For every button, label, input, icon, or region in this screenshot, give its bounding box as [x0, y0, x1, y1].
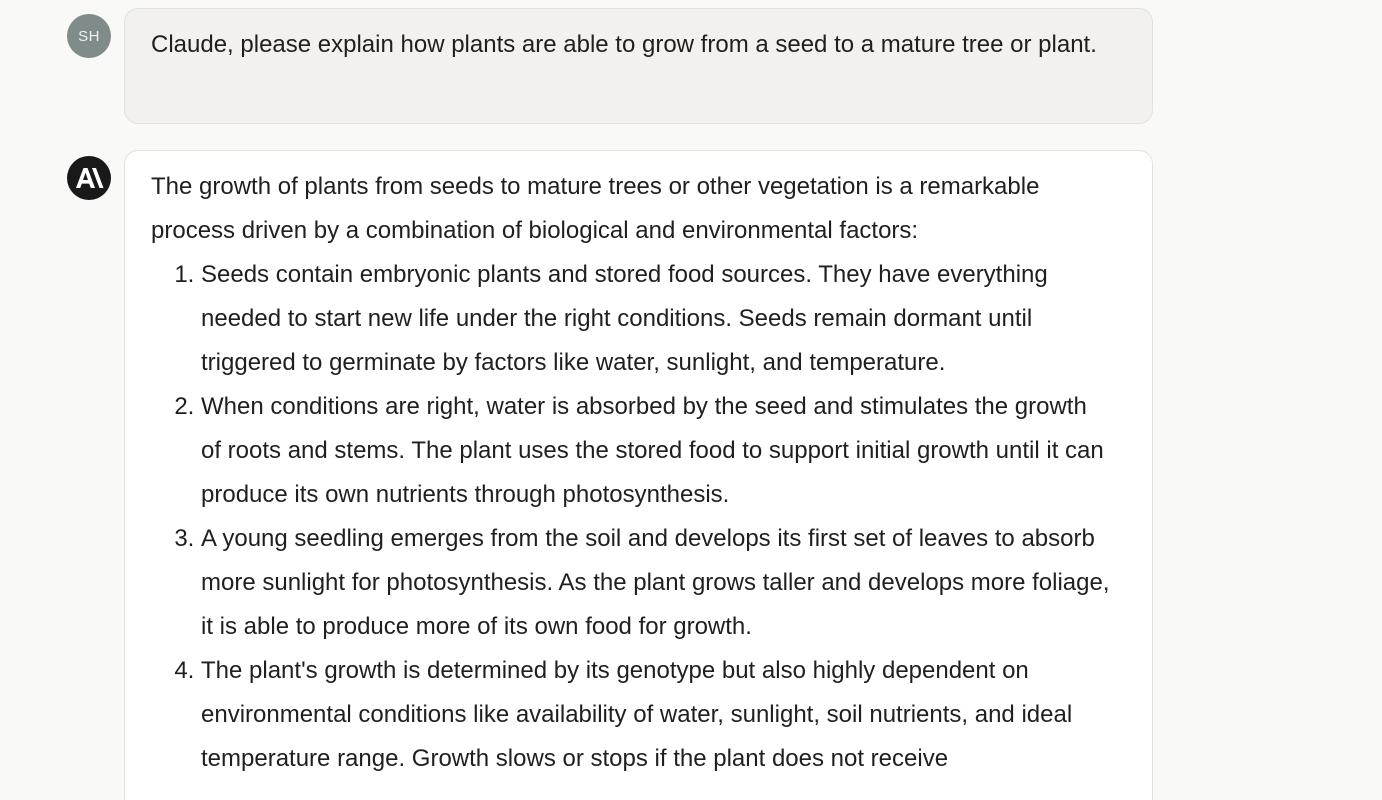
assistant-intro-text: The growth of plants from seeds to mature trees or other vegetation is a remarkable process driven by a combination of biological and environmental factors:	[151, 173, 1040, 244]
list-item: 2. When conditions are right, water is absorbed by the seed and stimulates the growth of roots and stems. The plant uses the stored food to support initial growth until it can produce its own nutrients through photosynthesis.	[201, 385, 1112, 517]
anthropic-logo-icon	[67, 156, 111, 200]
list-item: 4. The plant's growth is determined by its genotype but also highly dependent on environmental conditions like availability of water, sunlight, soil nutrients, and ideal temperature range. Growth slows or stops if the plant does not receive	[201, 649, 1112, 781]
user-avatar	[67, 14, 111, 58]
user-avatar-initials: SH	[78, 27, 100, 45]
user-message-text: Claude, please explain how plants are able to grow from a seed to a mature tree or plant.	[151, 31, 1097, 58]
user-message-bubble	[124, 8, 1153, 124]
anthropic-logo-glyph	[74, 167, 104, 189]
list-item: 1. Seeds contain embryonic plants and stored food sources. They have everything needed to start new life under the right conditions. Seeds remain dormant until triggered to germinate by factors like water, sunlight, and temperature.	[201, 253, 1112, 385]
assistant-steps-list	[151, 253, 1112, 781]
assistant-message-bubble	[124, 150, 1153, 800]
list-item: 3. A young seedling emerges from the soil and develops its first set of leaves to absorb more sunlight for photosynthesis. As the plant grows taller and develops more foliage, it is able to produce more of its own food for growth.	[201, 517, 1112, 649]
